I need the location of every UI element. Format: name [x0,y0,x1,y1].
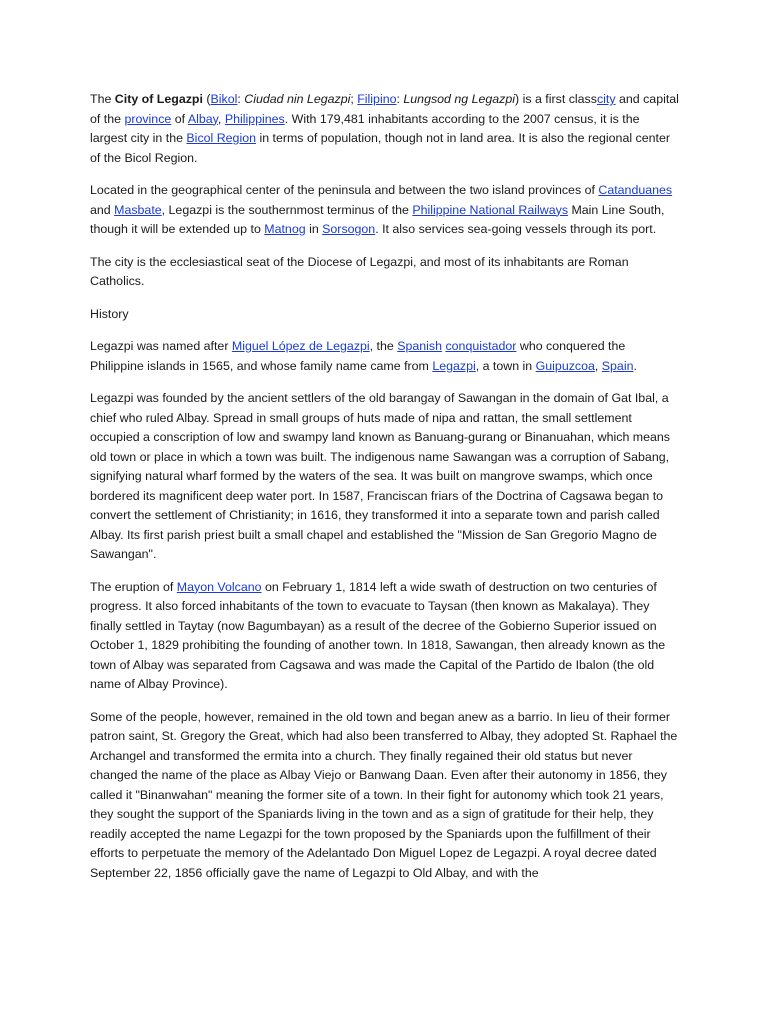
link-masbate[interactable]: Masbate [114,202,162,217]
document-page [90,90,680,896]
link-legazpi-town[interactable]: Legazpi [432,358,476,373]
link-filipino[interactable]: Filipino [357,92,397,106]
link-catanduanes[interactable]: Catanduanes [598,183,673,197]
link-spain[interactable]: Spain [601,358,634,373]
link-mayon-volcano[interactable]: Mayon Volcano [176,579,262,594]
link-province[interactable]: province [124,111,172,126]
diocese-paragraph: The city is the ecclesiastical seat of the Diocese of Legazpi, and most of its inhabitants are Roman Catholics. [90,254,629,288]
link-guipuzcoa[interactable]: Guipuzcoa [535,358,595,373]
link-philippine-national-railways[interactable]: Philippine National Railways [412,202,569,217]
link-bicol-region[interactable]: Bicol Region [186,131,256,145]
location-paragraph: Located in the geographical center of the peninsula and between the two island provinces of Catanduanes and Masbate, Legazpi is the southernmost terminus of the Philippine National Railways Main Line South, though it will be extended up to Matnog in Sorsogon. It also services sea-going vessels through its port. [90,183,673,236]
link-city[interactable]: city [596,92,616,106]
link-albay[interactable]: Albay [187,111,218,126]
history-heading: History [90,306,129,321]
link-bikol[interactable]: Bikol [210,92,238,106]
link-matnog[interactable]: Matnog [264,222,306,236]
people-paragraph: Some of the people, however, remained in the old town and began anew as a barrio. In lieu of their former patron saint, St. Gregory the Great, which had also been transferred to Albay, they adopted St. Raphael the Archangel and transformed the ermita into a church. They finally regained their old status but never changed the name of the place as Albay Viejo or Banwang Daan. Even after their autonomy in 1856, they called it "Binanwahan" meaning the former site of a town. In their fight for autonomy which took 21 years, they sought the support of the Spaniards living in the town and as a sign of gratitude for their help, they readily accepted the name Legazpi for the town proposed by the Spaniards upon the fulfillment of their efforts to perpetuate the memory of the Adelantado Don Miguel Lopez de Legazpi. A royal decree dated September 22, 1856 officially gave the name of Legazpi to Old Albay, and with the [90,709,678,880]
link-sorsogon[interactable]: Sorsogon [322,222,376,236]
founded-paragraph: Legazpi was founded by the ancient settlers of the old barangay of Sawangan in the domain of Gat Ibal, a chief who ruled Albay. Spread in small groups of huts made of nipa and rattan, the small settlement occupied a conscription of low and swampy land known as Banuang-gurang or Binanuahan, which means old town or place in which a town was built. The indigenous name Sawangan was a corruption of Sabang, signifying natural wharf formed by the waters of the sea. It was built on mangrove swamps, which once bordered its magnificent deep water port. In 1587, Franciscan friars of the Doctrina of Cagsawa began to convert the settlement of Christianity; in 1616, they transformed it into a separate town and parish called Albay. Its first parish priest built a small chapel and established the "Mission de San Gregorio Magno de Sawangan". [90,391,670,561]
eruption-paragraph: The eruption of Mayon Volcano on February 1, 1814 left a wide swath of destruction on two centuries of progress. It also forced inhabitants of the town to evacuate to Taysan (then known as Makalaya). They finally settled in Taytay (now Bagumbayan) as a result of the decree of the Gobierno Superior issued on October 1, 1829 prohibiting the founding of another town. In 1818, Sawangan, then already known as the town of Albay was separated from Cagsawa and was made the Capital of the Partido de Ibalon (the old name of Albay Province). [90,579,666,691]
intro-paragraph: The City of Legazpi (Bikol: Ciudad nin Legazpi; Filipino: Lungsod ng Legazpi) is a first classcity and capital of the province of Albay, Philippines. With 179,481 inhabitants according to the 2007 census, it is the largest city in the Bicol Region in terms of population, though not in land area. It is also the regional center of the Bicol Region. [90,92,679,165]
link-miguel-lopez-de-legazpi[interactable]: Miguel López de Legazpi [231,339,370,353]
named-paragraph: Legazpi was named after Miguel López de Legazpi, the Spanish conquistador who conquered the Philippine islands in 1565, and whose family name came from Legazpi, a town in Guipuzcoa, Spain. [90,339,637,373]
link-spanish[interactable]: Spanish [397,339,443,353]
link-conquistador[interactable]: conquistador [445,339,517,353]
city-name-bold: City of Legazpi [114,92,203,106]
link-philippines[interactable]: Philippines [224,111,285,126]
